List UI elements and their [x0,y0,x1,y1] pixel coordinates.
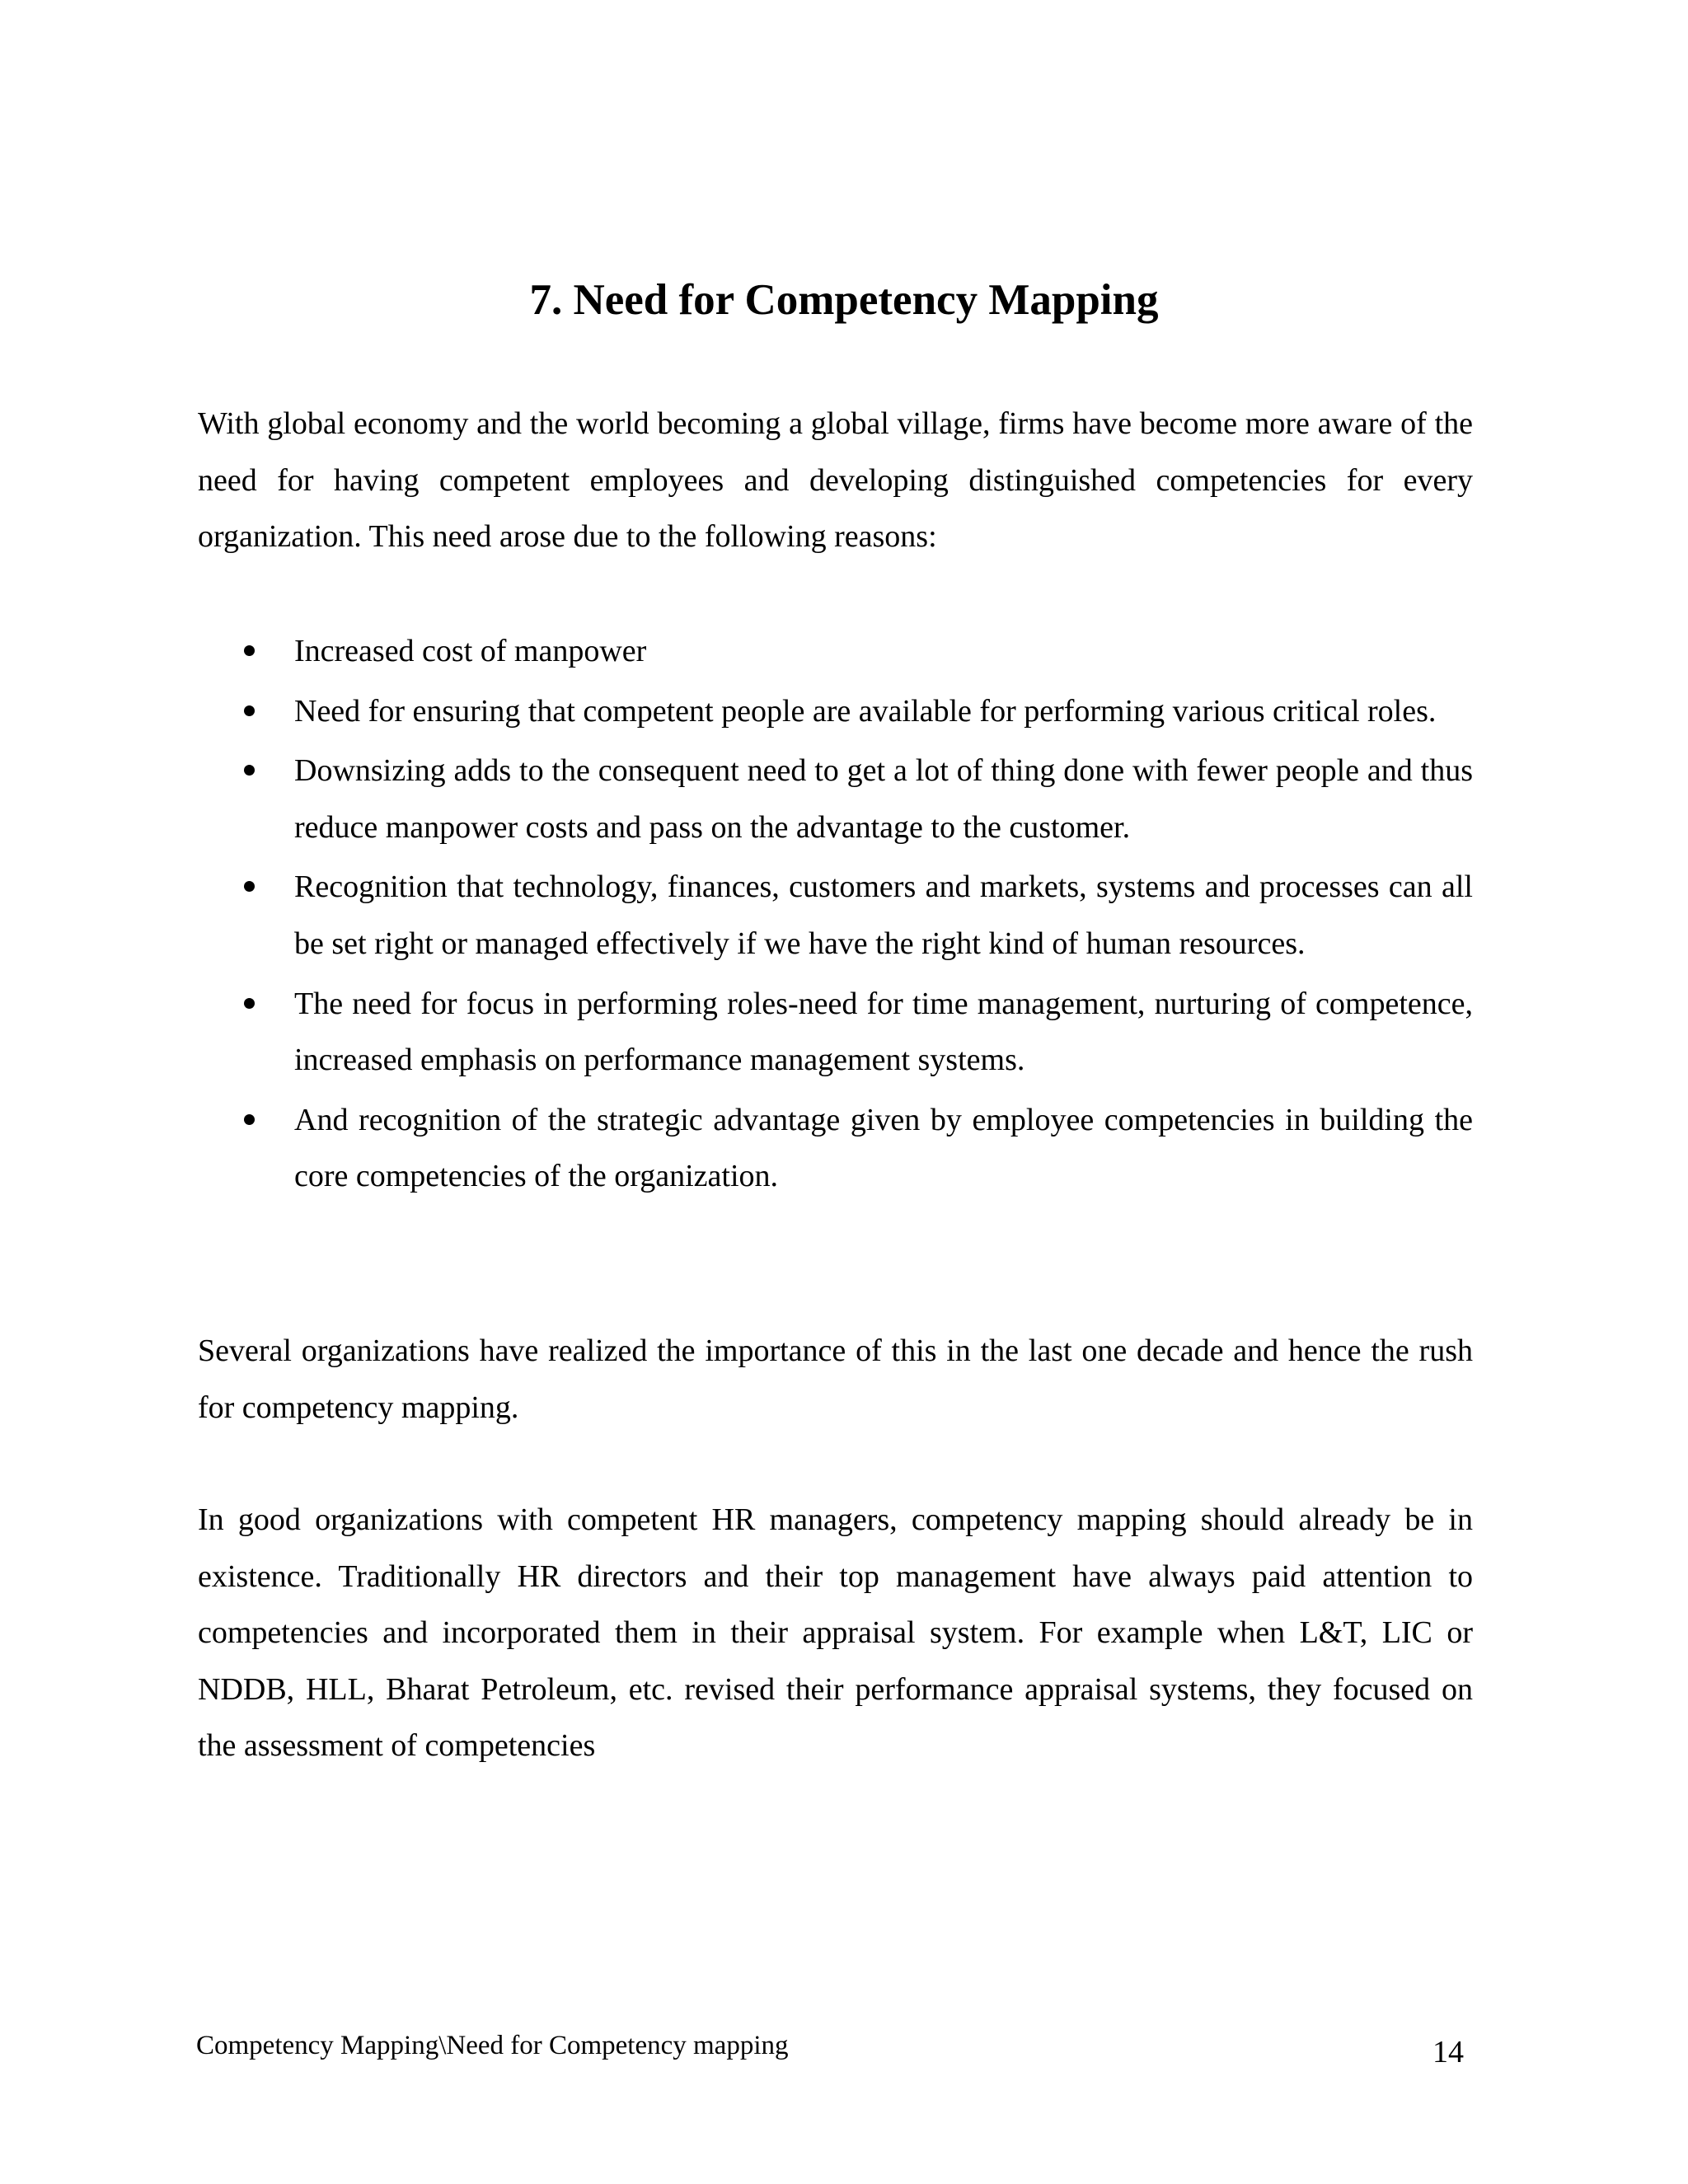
list-item-text: And recognition of the strategic advantage given by employee competencies in building the core competencies of the organization. [294,1102,1473,1194]
list-item-text: The need for focus in performing roles-need for time management, nurturing of competence, increased emphasis on performance management systems. [294,986,1473,1078]
bullet-icon [244,765,255,776]
list-item-text: Downsizing adds to the consequent need to get a lot of thing done with fewer people and thus reduce manpower costs and pass on the advantage to the customer. [294,753,1473,845]
page-number: 14 [1432,2035,1464,2069]
intro-paragraph: With global economy and the world becoming a global village, firms have become more aware of the need for having competent employees and developing distinguished competencies for every organization. This need arose due to the following reasons: [198,406,1473,555]
list-item [198,859,1473,972]
page-title: 7. Need for Competency Mapping [529,276,1159,324]
reasons-list [198,623,1473,1208]
bullet-icon [244,881,255,892]
bullet-icon [244,645,255,656]
footer-path: Competency Mapping\Need for Competency mapping [196,2031,789,2060]
body-paragraph-3: In good organizations with competent HR managers, competency mapping should already be in existence. Traditionally HR directors and their top management have always paid attention to competencies and incorporated them in their appraisal system. For example when L&T, LIC or NDDB, HLL, Bharat Petroleum, etc. revised their performance appraisal systems, they focused on the assessment of competencies [198,1502,1473,1764]
list-item [198,976,1473,1089]
body-paragraph-2: Several organizations have realized the importance of this in the last one decade and hence the rush for competency mapping. [198,1333,1473,1425]
bullet-icon [244,998,255,1009]
list-item [198,1092,1473,1205]
bullet-icon [244,705,255,716]
list-item-text: Need for ensuring that competent people are available for performing various critical roles. [294,693,1437,729]
list-item [198,743,1473,855]
bullet-icon [244,1114,255,1125]
list-item-text: Increased cost of manpower [294,634,647,668]
list-item-text: Recognition that technology, finances, customers and markets, systems and processes can all be set right or managed effectively if we have the right kind of human resources. [294,869,1473,961]
list-item [198,683,1473,740]
list-item [198,623,1473,680]
